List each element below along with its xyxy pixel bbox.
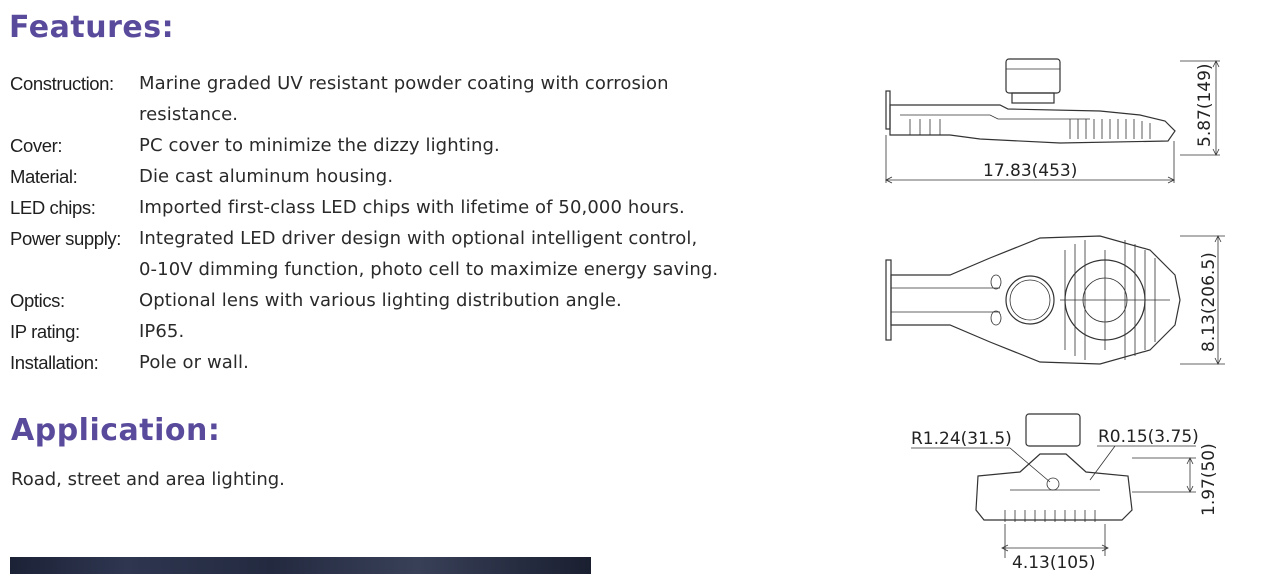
spec-value: Die cast aluminum housing. xyxy=(139,166,394,187)
spec-row-material xyxy=(10,161,770,192)
top-width-dim: 8.13(206.5) xyxy=(1199,252,1219,352)
application-text: Road, street and area lighting. xyxy=(11,469,285,490)
side-view-drawing xyxy=(880,55,1240,190)
spec-value: PC cover to minimize the dizzy lighting. xyxy=(139,135,500,156)
spec-label: Cover: xyxy=(10,135,63,156)
spec-row-led-chips xyxy=(10,192,770,223)
spec-value: Pole or wall. xyxy=(139,352,249,373)
spec-table xyxy=(10,68,770,378)
spec-label: LED chips: xyxy=(10,197,96,218)
spec-value xyxy=(139,223,770,285)
top-view-drawing xyxy=(880,230,1240,372)
spec-label: Construction: xyxy=(10,73,114,94)
front-radius-right: R0.15(3.75) xyxy=(1098,427,1199,447)
features-heading: Features: xyxy=(9,10,175,45)
spec-row-optics xyxy=(10,285,770,316)
spec-label: IP rating: xyxy=(10,321,80,342)
spec-value: Imported first-class LED chips with lifetime of 50,000 hours. xyxy=(139,197,685,218)
side-length-dim: 17.83(453) xyxy=(983,161,1078,181)
product-photo xyxy=(10,557,591,574)
front-view-drawing xyxy=(900,410,1230,574)
spec-row-installation xyxy=(10,347,770,378)
application-heading: Application: xyxy=(11,413,221,448)
spec-value-line: Marine graded UV resistant powder coating with corrosion xyxy=(139,73,669,94)
spec-value-line: Integrated LED driver design with optional intelligent control, xyxy=(139,228,698,249)
spec-label: Installation: xyxy=(10,352,99,373)
spec-row-cover xyxy=(10,130,770,161)
spec-value: IP65. xyxy=(139,321,185,342)
spec-row-ip-rating xyxy=(10,316,770,347)
spec-label: Power supply: xyxy=(10,228,121,249)
spec-value-line: 0-10V dimming function, photo cell to maximize energy saving. xyxy=(139,259,719,280)
spec-row-power-supply xyxy=(10,223,770,285)
front-width-dim: 4.13(105) xyxy=(1012,553,1096,573)
spec-row-construction xyxy=(10,68,770,130)
spec-label: Material: xyxy=(10,166,78,187)
front-height-dim: 1.97(50) xyxy=(1199,443,1219,516)
spec-value: Optional lens with various lighting distribution angle. xyxy=(139,290,622,311)
spec-value-line: resistance. xyxy=(139,104,239,125)
spec-label: Optics: xyxy=(10,290,65,311)
front-radius-left: R1.24(31.5) xyxy=(911,429,1012,449)
side-height-dim: 5.87(149) xyxy=(1195,63,1215,147)
spec-value xyxy=(139,68,770,130)
